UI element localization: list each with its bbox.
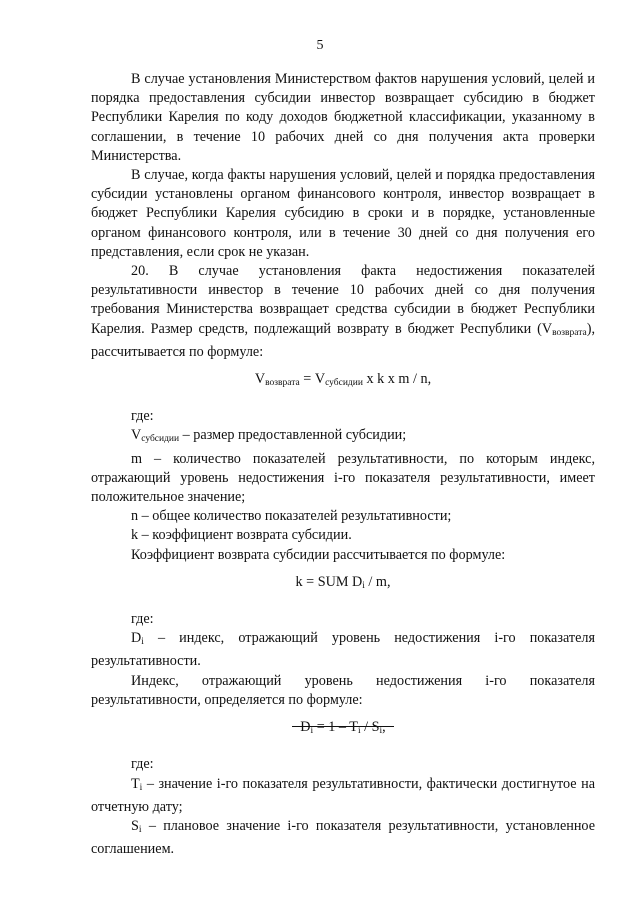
where-label: где: (131, 756, 154, 773)
where-label: где: (131, 408, 154, 425)
definition-t-i: $T_i$ – значение i-го показателя результативности, фактически достигнутое на отчетную дату; (91, 775, 595, 815)
d-i-formula-intro: Индекс, отражающий уровень недостижения i-го показателя результативности, определяется по формуле: (91, 672, 595, 708)
paragraph-violation-ministry: В случае установления Министерством фактов нарушения условий, целей и порядка предоставления субсидии инвестор возвращает субсидию в бюджет Республики Карелия по коду доходов бюджетной классификации, указанному в соглашении, в течение 10 рабочих дней со дня получения акта проверки Министерства. (91, 71, 595, 164)
formula-d-i: $D_i = 1 - T_i / S_i$, (300, 719, 386, 737)
formula-k: k = SUM $D_i$ / m, (295, 573, 391, 591)
definition-n: n – общее количество показателей результативности; (131, 508, 452, 525)
where-label: где: (131, 611, 154, 628)
k-formula-intro: Коэффициент возврата субсидии рассчитывается по формуле: (131, 546, 506, 563)
definition-s-i: $S_i$ – плановое значение i-го показателя результативности, установленное соглашением. (91, 817, 595, 858)
paragraph-violation-control-body: В случае, когда факты нарушения условий, целей и порядка предоставления субсидии установлены органом финансового контроля, инвестор возвращает в бюджет Республики Карелия субсидию в сроки и в порядке, установленные органом финансового контроля, или в течение 30 дней со дня получения его представления, если срок не указан. (91, 167, 595, 260)
closing-rule (292, 726, 394, 727)
paragraph-20: 20. В случае установления факта недостижения показателей результативности инвестор в течение 10 рабочих дней со дня получения требования Министерства возвращает средства субсидии в бюджет Республики Карелия. Размер средств, подлежащий возврату в бюджет Республики $(V_{возврата})$, рассчитывается по формуле: (91, 263, 595, 360)
formula-v-return: $V_{возврата} = V_{субсидии}$ x k x m / n, (254, 371, 432, 389)
definition-m: m – количество показателей результативности, по которым индекс, отражающий уровень недостижения i-го показателя результативности, имеет положительное значение; (91, 450, 595, 506)
definition-v-subsidy: $V_{субсидии}$ – размер предоставленной субсидии; (131, 427, 407, 445)
document-body (91, 70, 595, 859)
definition-d-i: $D_i$ – индекс, отражающий уровень недостижения i-го показателя результативности. (91, 630, 595, 670)
definition-k: k – коэффициент возврата субсидии. (131, 527, 352, 544)
page-number: 5 (316, 38, 324, 53)
